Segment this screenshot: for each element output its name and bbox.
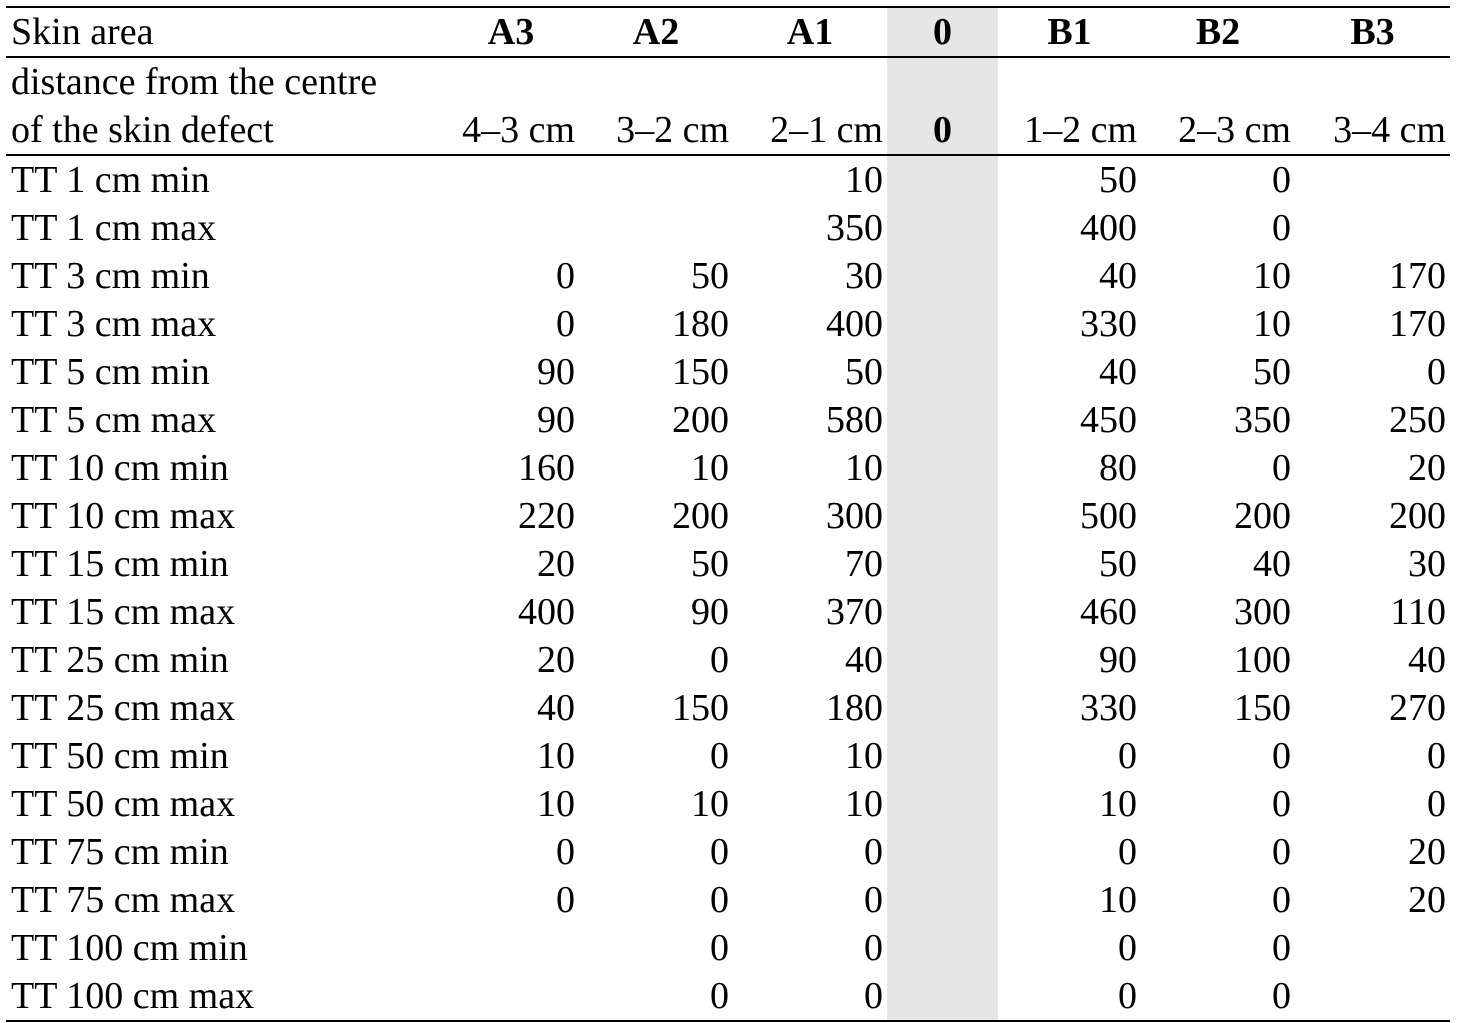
cell-b1: 10: [1099, 782, 1137, 825]
cell-a1: 350: [826, 206, 883, 249]
cell-a1: 70: [845, 542, 883, 585]
cell-b2: 50: [1253, 350, 1291, 393]
cell-a2: 10: [691, 446, 729, 489]
cell-b3: 270: [1389, 686, 1446, 729]
cell-a1: 40: [845, 638, 883, 681]
row-label: TT 100 cm max: [6, 972, 443, 1021]
cell-a2: 0: [579, 972, 733, 1021]
distance-label-line1: distance from the centre: [11, 60, 378, 103]
cell-b2: 10: [1253, 302, 1291, 345]
cell-b2: 0: [1141, 972, 1295, 1021]
distance-values-row: [6, 106, 1450, 155]
cell-a1: 10: [845, 782, 883, 825]
cell-b2: 0: [1272, 734, 1291, 777]
cell-b1: 50: [1099, 158, 1137, 201]
cell-a2: [579, 204, 733, 252]
cell-a1: 10: [845, 158, 883, 201]
table-row: [6, 348, 1450, 396]
cell-a3: 90: [537, 350, 575, 393]
table-row: [6, 396, 1450, 444]
cell-a2: 0: [710, 878, 729, 921]
distance-label-line2: of the skin defect: [6, 106, 443, 155]
row-label: TT 5 cm min: [11, 350, 210, 393]
cell-b2: 300: [1234, 590, 1291, 633]
cell-a2: 0: [710, 830, 729, 873]
cell-0: [887, 972, 998, 1021]
cell-b2: 40: [1253, 542, 1291, 585]
cell-b1: 40: [1099, 254, 1137, 297]
row-label: TT 50 cm max: [11, 782, 236, 825]
table-row: [6, 155, 1450, 204]
cell-0: [887, 444, 998, 492]
cell-b3: 0: [1427, 782, 1446, 825]
cell-0: [887, 348, 998, 396]
cell-a1: 370: [826, 590, 883, 633]
cell-b3: [1295, 924, 1450, 972]
cell-a3: [443, 155, 579, 204]
cell-a1: 0: [733, 972, 887, 1021]
cell-a2: 0: [710, 926, 729, 969]
column-header-b1: B1: [998, 7, 1141, 57]
cell-a2: 50: [691, 542, 729, 585]
cell-b1: 0: [1118, 830, 1137, 873]
cell-a3: 400: [518, 590, 575, 633]
cell-b1: 40: [1099, 350, 1137, 393]
cell-a2: 90: [691, 590, 729, 633]
cell-a3: 0: [556, 878, 575, 921]
cell-a3: [443, 204, 579, 252]
cell-0: [887, 396, 998, 444]
cell-0: [887, 924, 998, 972]
row-label: TT 1 cm max: [11, 206, 217, 249]
cell-b1: 50: [1099, 542, 1137, 585]
cell-b2: 0: [1272, 158, 1291, 201]
cell-b1: 450: [1080, 398, 1137, 441]
cell-0: [887, 252, 998, 300]
cell-b1: 330: [1080, 302, 1137, 345]
distance-0: 0: [887, 106, 998, 155]
cell-b1: 0: [1118, 926, 1137, 969]
table-row: [6, 444, 1450, 492]
cell-a3: 220: [518, 494, 575, 537]
row-label: TT 15 cm max: [11, 590, 236, 633]
cell-0: [887, 876, 998, 924]
cell-b3: 200: [1389, 494, 1446, 537]
cell-b2: 0: [1272, 878, 1291, 921]
cell-a3: 10: [537, 782, 575, 825]
cell-a1: 30: [845, 254, 883, 297]
cell-b3: [1295, 972, 1450, 1021]
cell-b2: 0: [1272, 446, 1291, 489]
cell-a3: 0: [556, 302, 575, 345]
cell-a1: 580: [826, 398, 883, 441]
cell-0: [887, 684, 998, 732]
cell-0: [887, 588, 998, 636]
cell-0: [887, 492, 998, 540]
cell-a1: 50: [845, 350, 883, 393]
cell-b1: 80: [1099, 446, 1137, 489]
cell-b3: 0: [1427, 734, 1446, 777]
cell-b1: 330: [1080, 686, 1137, 729]
cell-b3: 0: [1427, 350, 1446, 393]
cell-b3: 20: [1408, 446, 1446, 489]
cell-b3: 250: [1389, 398, 1446, 441]
column-header-b3: B3: [1295, 7, 1450, 57]
cell-b2: 0: [1272, 830, 1291, 873]
row-label: TT 75 cm max: [11, 878, 236, 921]
cell-b2: 100: [1234, 638, 1291, 681]
column-header-b2: B2: [1141, 7, 1295, 57]
column-header-a2: A2: [579, 7, 733, 57]
distance-label-row: [6, 57, 1450, 106]
cell-a3: [443, 972, 579, 1021]
row-label: TT 3 cm min: [11, 254, 210, 297]
cell-b3: 20: [1408, 878, 1446, 921]
cell-a1: 0: [864, 926, 883, 969]
row-label: TT 10 cm min: [11, 446, 229, 489]
row-label: TT 100 cm min: [11, 926, 248, 969]
table-row: [6, 636, 1450, 684]
cell-0: [887, 732, 998, 780]
cell-b2: 0: [1272, 926, 1291, 969]
table-body: [6, 155, 1450, 1021]
cell-a2: 200: [672, 494, 729, 537]
column-header-a1: A1: [733, 7, 887, 57]
cell-a3: 0: [556, 830, 575, 873]
cell-a3: 20: [537, 542, 575, 585]
table-row: [6, 732, 1450, 780]
cell-b3: 30: [1408, 542, 1446, 585]
cell-a3: 40: [537, 686, 575, 729]
distance-a2: 3–2 cm: [579, 106, 733, 155]
cell-a2: 0: [710, 638, 729, 681]
table-row: [6, 780, 1450, 828]
cell-b2: 350: [1234, 398, 1291, 441]
table-row: [6, 492, 1450, 540]
cell-a3: 160: [518, 446, 575, 489]
cell-a2: 150: [672, 686, 729, 729]
cell-b3: [1295, 155, 1450, 204]
distance-a3: 4–3 cm: [443, 106, 579, 155]
table-row: [6, 924, 1450, 972]
cell-b3: [1295, 204, 1450, 252]
cell-a2: 10: [691, 782, 729, 825]
table-row: [6, 204, 1450, 252]
row-label: TT 15 cm min: [11, 542, 229, 585]
column-header-0: 0: [887, 7, 998, 57]
cell-a3: 10: [537, 734, 575, 777]
cell-a2: 150: [672, 350, 729, 393]
cell-b1: 0: [998, 972, 1141, 1021]
cell-b1: 10: [1099, 878, 1137, 921]
skin-area-table: [6, 6, 1450, 1022]
cell-a2: 200: [672, 398, 729, 441]
cell-a1: 10: [845, 734, 883, 777]
cell-b2: 150: [1234, 686, 1291, 729]
cell-a1: 300: [826, 494, 883, 537]
table-header-row: [6, 7, 1450, 57]
cell-0: [887, 204, 998, 252]
table-row: [6, 588, 1450, 636]
cell-0: [887, 300, 998, 348]
table-row: [6, 540, 1450, 588]
row-label: TT 75 cm min: [11, 830, 229, 873]
table-row: [6, 876, 1450, 924]
row-label-header: Skin area: [6, 7, 443, 57]
cell-b3: 20: [1408, 830, 1446, 873]
distance-b3: 3–4 cm: [1295, 106, 1450, 155]
row-label: TT 1 cm min: [11, 158, 210, 201]
cell-b2: 10: [1253, 254, 1291, 297]
cell-0: [887, 780, 998, 828]
cell-0: [887, 636, 998, 684]
cell-b2: 0: [1272, 782, 1291, 825]
cell-a1: 10: [845, 446, 883, 489]
row-label: TT 25 cm min: [11, 638, 229, 681]
table-row: [6, 684, 1450, 732]
cell-b3: 110: [1390, 590, 1446, 633]
cell-a1: 400: [826, 302, 883, 345]
distance-b2: 2–3 cm: [1141, 106, 1295, 155]
table-row: [6, 300, 1450, 348]
cell-a3: 90: [537, 398, 575, 441]
table-row: [6, 828, 1450, 876]
row-label: TT 50 cm min: [11, 734, 229, 777]
cell-b2: 0: [1272, 206, 1291, 249]
table-row: [6, 252, 1450, 300]
cell-b1: 90: [1099, 638, 1137, 681]
cell-b1: 0: [1118, 734, 1137, 777]
cell-a1: 0: [864, 878, 883, 921]
cell-a2: 50: [691, 254, 729, 297]
distance-a1: 2–1 cm: [733, 106, 887, 155]
cell-b2: 200: [1234, 494, 1291, 537]
cell-a2: [579, 155, 733, 204]
cell-a2: 0: [710, 734, 729, 777]
cell-b1: 460: [1080, 590, 1137, 633]
cell-a2: 180: [672, 302, 729, 345]
cell-0: [887, 540, 998, 588]
row-label: TT 25 cm max: [11, 686, 236, 729]
cell-a1: 0: [864, 830, 883, 873]
column-header-a3: A3: [443, 7, 579, 57]
cell-b1: 400: [1080, 206, 1137, 249]
row-label: TT 3 cm max: [11, 302, 217, 345]
cell-b3: 40: [1408, 638, 1446, 681]
distance-b1: 1–2 cm: [998, 106, 1141, 155]
cell-b3: 170: [1389, 254, 1446, 297]
cell-0: [887, 155, 998, 204]
cell-a3: 0: [556, 254, 575, 297]
cell-a3: [443, 924, 579, 972]
cell-b1: 500: [1080, 494, 1137, 537]
row-label: TT 10 cm max: [11, 494, 236, 537]
cell-b3: 170: [1389, 302, 1446, 345]
cell-a3: 20: [537, 638, 575, 681]
row-label: TT 5 cm max: [11, 398, 217, 441]
table-row: [6, 972, 1450, 1021]
cell-0: [887, 828, 998, 876]
cell-a1: 180: [826, 686, 883, 729]
